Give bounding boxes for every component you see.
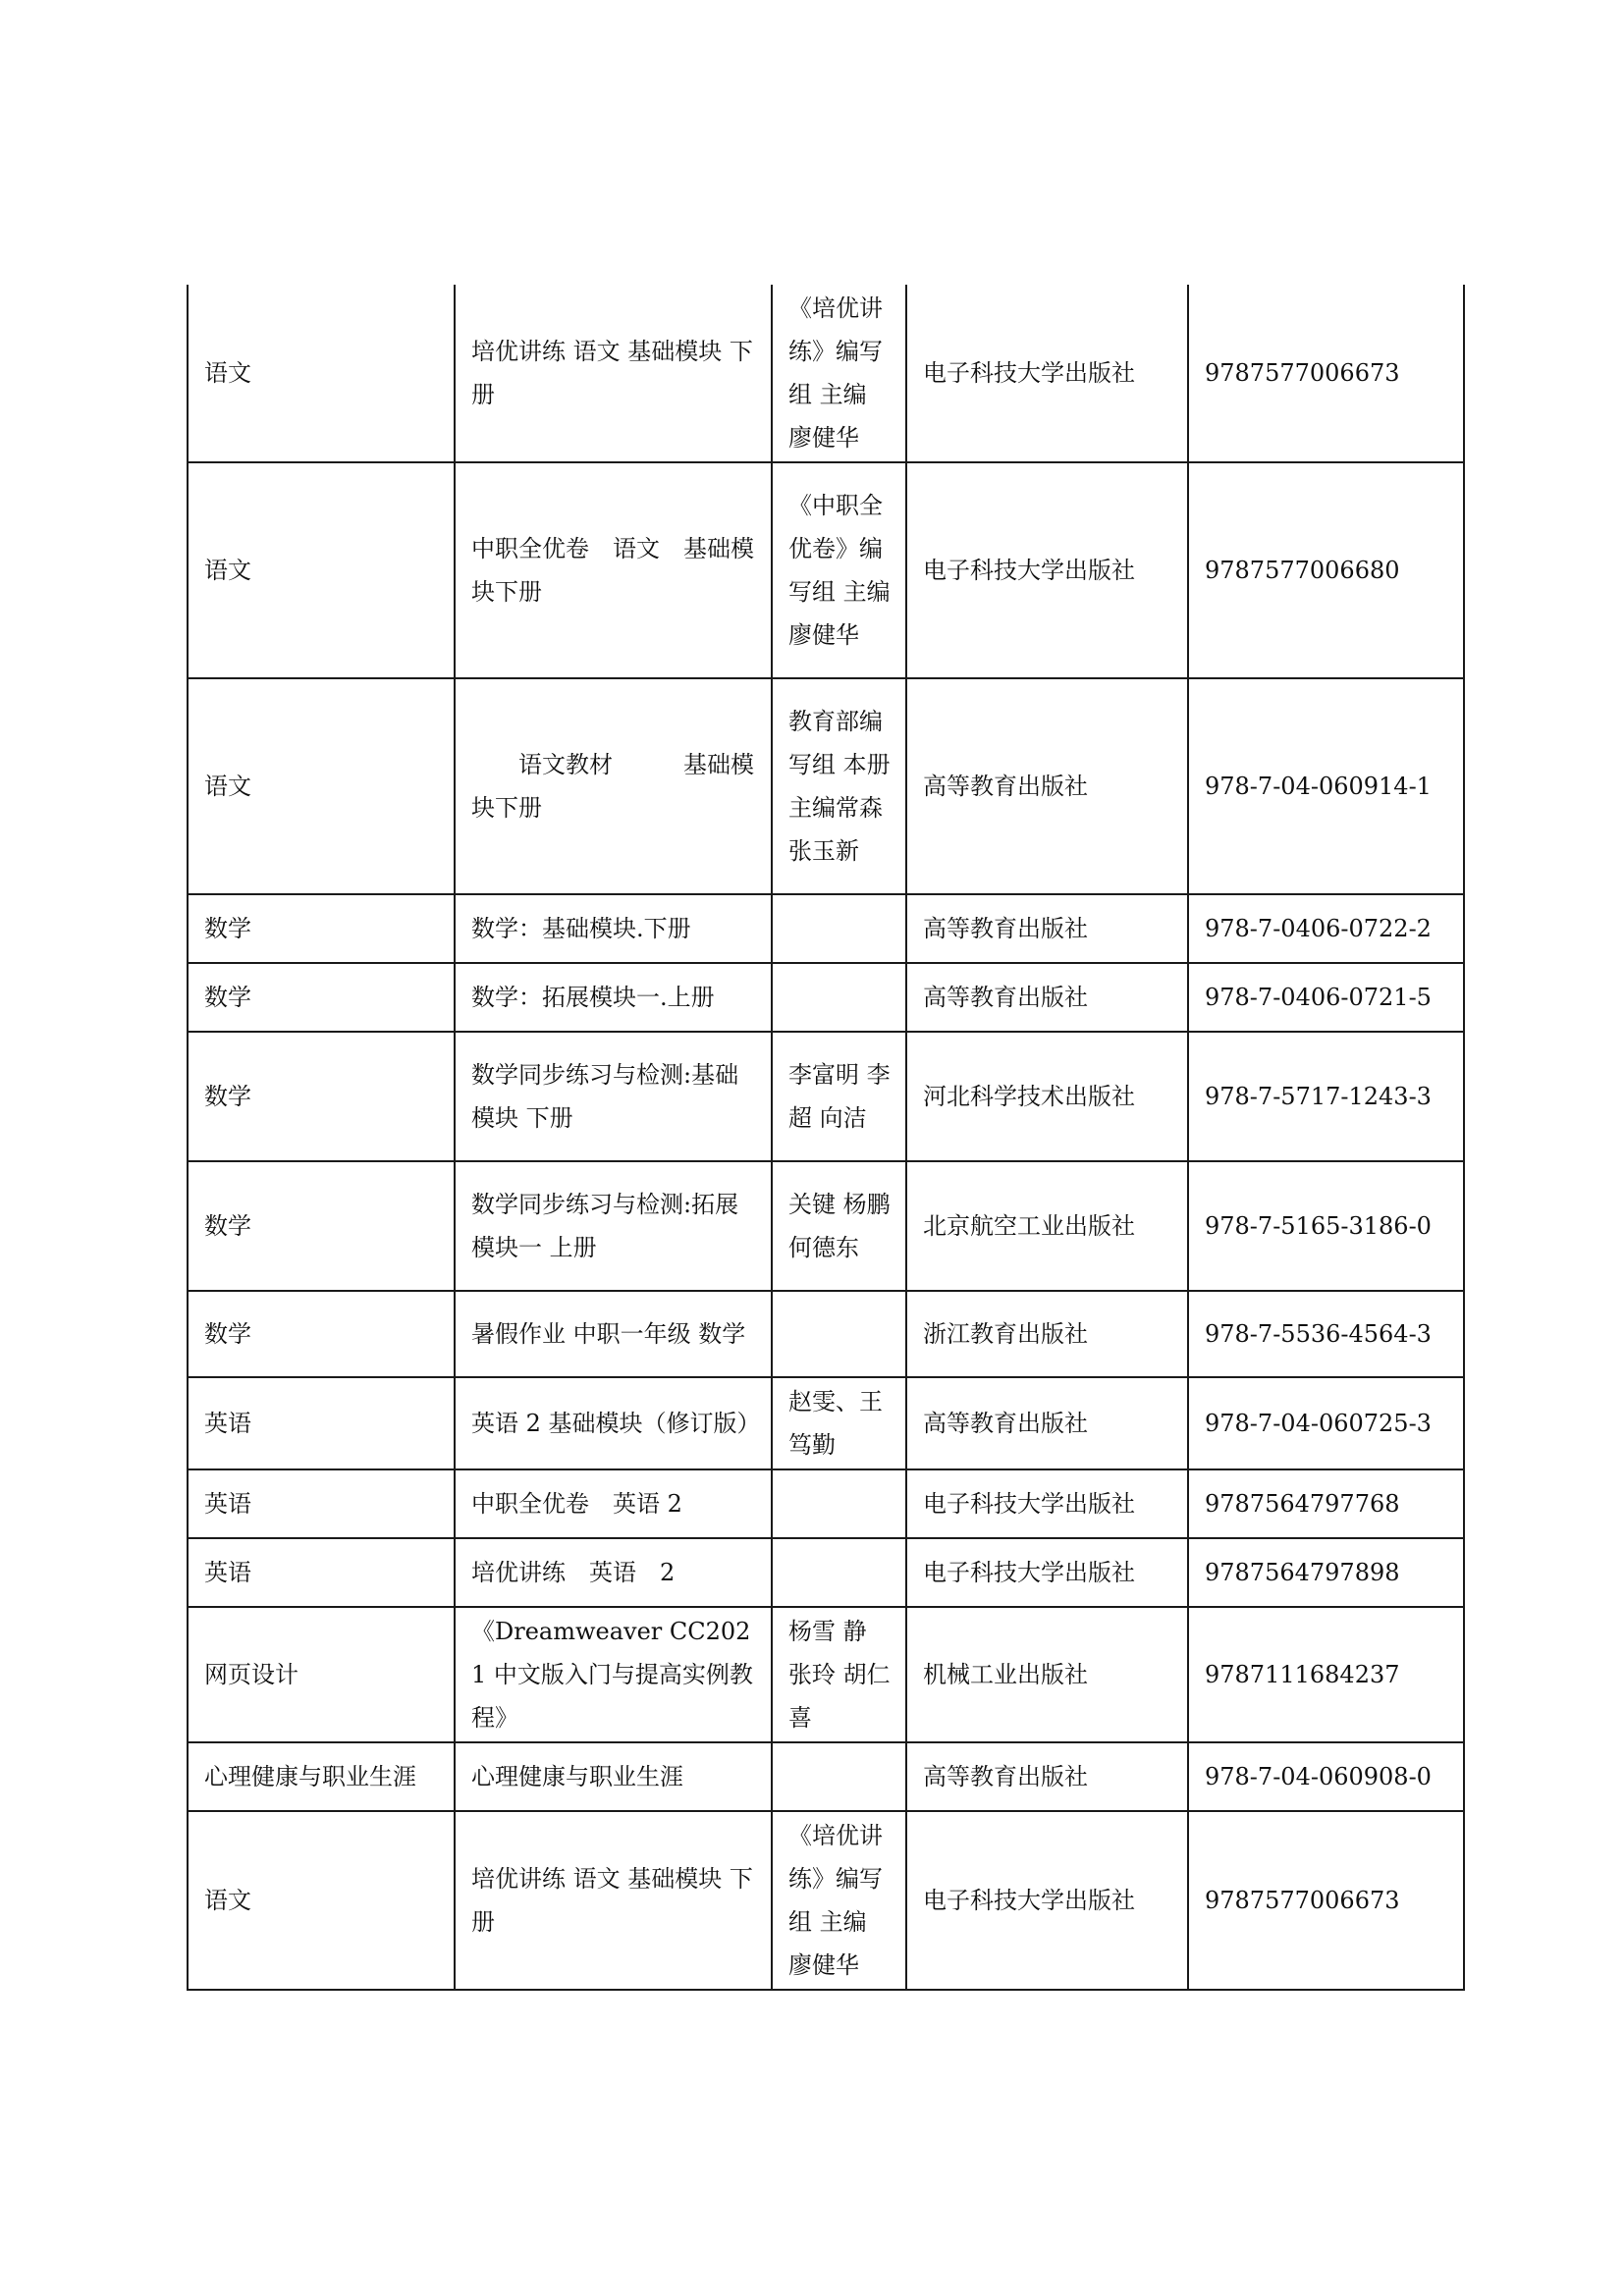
table-row <box>188 1811 1464 1990</box>
title-cell: 培优讲练 英语 2 <box>455 1538 772 1607</box>
title-cell: 心理健康与职业生涯 <box>455 1742 772 1811</box>
publisher-cell: 电子科技大学出版社 <box>906 285 1188 462</box>
table-row <box>188 462 1464 678</box>
title-cell: 暑假作业 中职一年级 数学 <box>455 1291 772 1377</box>
publisher-cell: 高等教育出版社 <box>906 894 1188 963</box>
author-cell <box>772 1291 906 1377</box>
subject-cell: 数学 <box>188 963 455 1032</box>
author-cell <box>772 1538 906 1607</box>
publisher-cell: 电子科技大学出版社 <box>906 462 1188 678</box>
subject-cell: 英语 <box>188 1538 455 1607</box>
author-cell: 教育部编写组 本册主编常森 张玉新 <box>772 678 906 894</box>
author-cell <box>772 963 906 1032</box>
author-cell: 关键 杨鹏 何德东 <box>772 1161 906 1291</box>
title-cell: 语文教材 基础模块下册 <box>455 678 772 894</box>
table-row <box>188 963 1464 1032</box>
publisher-cell: 河北科学技术出版社 <box>906 1032 1188 1161</box>
table-row <box>188 1742 1464 1811</box>
title-cell: 数学：基础模块.下册 <box>455 894 772 963</box>
title-cell: 《Dreamweaver CC2021 中文版入门与提高实例教程》 <box>455 1607 772 1742</box>
title-cell: 中职全优卷 语文 基础模块下册 <box>455 462 772 678</box>
table-row <box>188 1607 1464 1742</box>
isbn-cell: 978-7-04-060725-3 <box>1188 1377 1464 1469</box>
title-cell: 英语 2 基础模块（修订版） <box>455 1377 772 1469</box>
isbn-cell: 978-7-5165-3186-0 <box>1188 1161 1464 1291</box>
isbn-cell: 978-7-0406-0722-2 <box>1188 894 1464 963</box>
textbook-table <box>187 285 1465 1991</box>
author-cell <box>772 1469 906 1538</box>
isbn-cell: 9787577006673 <box>1188 285 1464 462</box>
table-row <box>188 1032 1464 1161</box>
author-cell: 杨雪 静 张玲 胡仁喜 <box>772 1607 906 1742</box>
table-row <box>188 1469 1464 1538</box>
author-cell <box>772 1742 906 1811</box>
subject-cell: 英语 <box>188 1469 455 1538</box>
publisher-cell: 浙江教育出版社 <box>906 1291 1188 1377</box>
subject-cell: 网页设计 <box>188 1607 455 1742</box>
title-cell: 数学：拓展模块一.上册 <box>455 963 772 1032</box>
author-cell: 《培优讲练》编写组 主编 廖健华 <box>772 285 906 462</box>
publisher-cell: 高等教育出版社 <box>906 963 1188 1032</box>
subject-cell: 心理健康与职业生涯 <box>188 1742 455 1811</box>
table-row <box>188 894 1464 963</box>
subject-cell: 数学 <box>188 894 455 963</box>
table-row <box>188 1291 1464 1377</box>
isbn-cell: 9787111684237 <box>1188 1607 1464 1742</box>
isbn-cell: 978-7-04-060908-0 <box>1188 1742 1464 1811</box>
publisher-cell: 高等教育出版社 <box>906 678 1188 894</box>
subject-cell: 英语 <box>188 1377 455 1469</box>
subject-cell: 数学 <box>188 1291 455 1377</box>
author-cell: 《中职全优卷》编写组 主编 廖健华 <box>772 462 906 678</box>
isbn-cell: 9787577006673 <box>1188 1811 1464 1990</box>
author-cell: 李富明 李超 向洁 <box>772 1032 906 1161</box>
publisher-cell: 机械工业出版社 <box>906 1607 1188 1742</box>
publisher-cell: 高等教育出版社 <box>906 1742 1188 1811</box>
isbn-cell: 9787577006680 <box>1188 462 1464 678</box>
subject-cell: 数学 <box>188 1032 455 1161</box>
publisher-cell: 北京航空工业出版社 <box>906 1161 1188 1291</box>
isbn-cell: 978-7-0406-0721-5 <box>1188 963 1464 1032</box>
title-cell: 培优讲练 语文 基础模块 下册 <box>455 285 772 462</box>
subject-cell: 数学 <box>188 1161 455 1291</box>
subject-cell: 语文 <box>188 462 455 678</box>
isbn-cell: 978-7-5536-4564-3 <box>1188 1291 1464 1377</box>
table-row <box>188 1538 1464 1607</box>
publisher-cell: 电子科技大学出版社 <box>906 1469 1188 1538</box>
author-cell: 《培优讲练》编写组 主编 廖健华 <box>772 1811 906 1990</box>
title-cell: 数学同步练习与检测:基础模块 下册 <box>455 1032 772 1161</box>
table-row <box>188 678 1464 894</box>
isbn-cell: 9787564797898 <box>1188 1538 1464 1607</box>
publisher-cell: 高等教育出版社 <box>906 1377 1188 1469</box>
title-cell: 中职全优卷 英语 2 <box>455 1469 772 1538</box>
publisher-cell: 电子科技大学出版社 <box>906 1538 1188 1607</box>
isbn-cell: 9787564797768 <box>1188 1469 1464 1538</box>
table-row <box>188 285 1464 462</box>
subject-cell: 语文 <box>188 285 455 462</box>
isbn-cell: 978-7-04-060914-1 <box>1188 678 1464 894</box>
table-row <box>188 1161 1464 1291</box>
title-cell: 培优讲练 语文 基础模块 下册 <box>455 1811 772 1990</box>
table-row <box>188 1377 1464 1469</box>
isbn-cell: 978-7-5717-1243-3 <box>1188 1032 1464 1161</box>
title-cell: 数学同步练习与检测:拓展模块一 上册 <box>455 1161 772 1291</box>
subject-cell: 语文 <box>188 678 455 894</box>
author-cell <box>772 894 906 963</box>
publisher-cell: 电子科技大学出版社 <box>906 1811 1188 1990</box>
subject-cell: 语文 <box>188 1811 455 1990</box>
author-cell: 赵雯、王笃勤 <box>772 1377 906 1469</box>
